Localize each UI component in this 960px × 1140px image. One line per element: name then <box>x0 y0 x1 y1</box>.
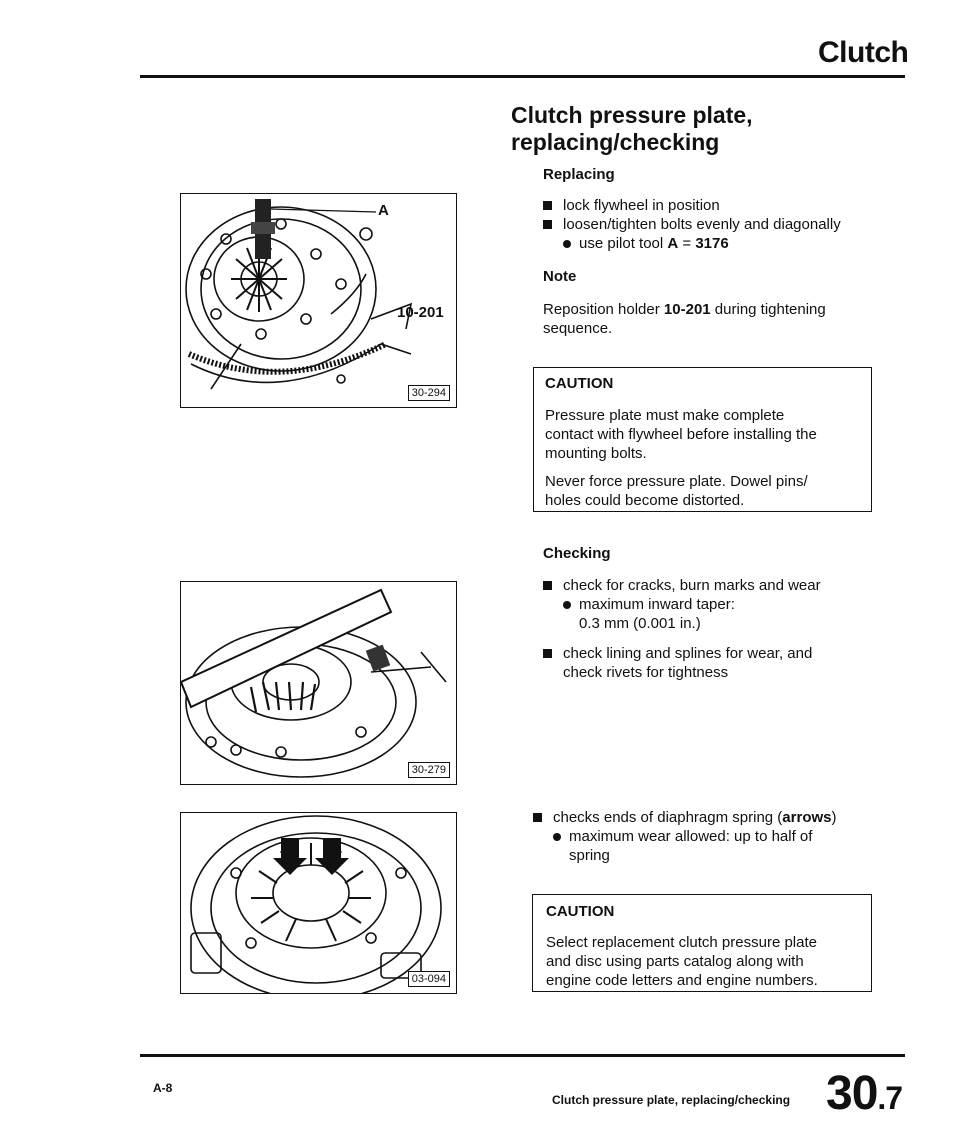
label-tool: 10-201 <box>397 304 444 321</box>
note-post: during tightening <box>710 301 826 318</box>
footer-rule <box>140 1054 905 1057</box>
figure-code: 30-294 <box>408 385 450 401</box>
checking-list-3 <box>533 808 873 865</box>
page-title <box>511 102 753 156</box>
note-tool: 10-201 <box>663 301 711 318</box>
caution-text-1 <box>545 406 865 463</box>
illustration-pressure-plate-tool <box>181 194 457 408</box>
caution-text-2 <box>545 472 865 510</box>
sub-item-text: use pilot tool <box>579 235 668 252</box>
list-sub-item: maximum wear allowed: up to half of <box>533 827 873 846</box>
list-sub-item <box>543 234 873 253</box>
caution-line: Never force pressure plate. Dowel pins/ <box>545 473 808 490</box>
caution-line: mounting bolts. <box>545 445 647 462</box>
note-heading: Note <box>543 268 577 285</box>
list-item: lock flywheel in position <box>543 196 873 215</box>
caution-heading-2: CAUTION <box>546 903 615 920</box>
caution-line: Select replacement clutch pressure plate <box>546 934 817 951</box>
list-item: loosen/tighten bolts evenly and diagonally <box>543 215 873 234</box>
equals-sign: = <box>678 235 696 252</box>
list-sub-item-cont: 0.3 mm (0.001 in.) <box>579 615 701 632</box>
caution-line: engine code letters and engine numbers. <box>546 972 818 989</box>
caution-line: holes could become distorted. <box>545 492 745 509</box>
note-pre: Reposition holder <box>543 301 664 318</box>
footer-left: A-8 <box>153 1081 173 1095</box>
caution2-text <box>546 933 866 990</box>
b3-post: ) <box>831 809 837 826</box>
replacing-list <box>543 196 873 253</box>
list-item: check for cracks, burn marks and wear <box>543 576 863 595</box>
b3-bold: arrows <box>782 809 832 826</box>
figure-pressure-plate-install <box>180 193 457 408</box>
label-a: A <box>378 202 389 219</box>
figure-diaphragm-spring <box>180 812 457 994</box>
tool-letter: A <box>667 235 679 252</box>
note-text <box>543 300 873 338</box>
figure-straightedge-check <box>180 581 457 785</box>
page-number <box>826 1066 902 1121</box>
checking-list-1 <box>543 576 863 633</box>
list-item <box>533 808 873 827</box>
caution-line: Pressure plate must make complete <box>545 407 785 424</box>
list-sub-item: maximum inward taper: <box>543 595 863 614</box>
list-sub-item-cont: spring <box>569 847 610 864</box>
list-item: check lining and splines for wear, and <box>543 644 863 663</box>
illustration-straightedge <box>181 582 457 785</box>
note-line-2: sequence. <box>543 320 613 337</box>
section-title: Clutch <box>818 36 909 69</box>
replacing-heading: Replacing <box>543 166 615 183</box>
caution-line: and disc using parts catalog along with <box>546 953 804 970</box>
caution-heading: CAUTION <box>545 375 614 392</box>
header-rule <box>140 75 905 78</box>
figure-code: 03-094 <box>408 971 450 987</box>
note-line-1 <box>543 300 873 319</box>
caution-line: contact with flywheel before installing the <box>545 426 817 443</box>
tool-number: 3176 <box>695 235 729 252</box>
title-line-2: replacing/checking <box>511 129 720 155</box>
caution-box-2 <box>532 894 872 992</box>
caution-box <box>533 367 872 512</box>
list-item-cont: check rivets for tightness <box>563 664 729 681</box>
page-number-minor: .7 <box>877 1080 903 1116</box>
checking-list-2 <box>543 644 863 682</box>
page-number-major: 30 <box>826 1067 878 1120</box>
figure-code: 30-279 <box>408 762 450 778</box>
illustration-diaphragm <box>181 813 457 994</box>
b3-pre: checks ends of diaphragm spring ( <box>553 809 783 826</box>
footer-center: Clutch pressure plate, replacing/checking <box>552 1093 791 1107</box>
title-line-1: Clutch pressure plate, <box>511 102 753 128</box>
checking-heading: Checking <box>543 545 611 562</box>
